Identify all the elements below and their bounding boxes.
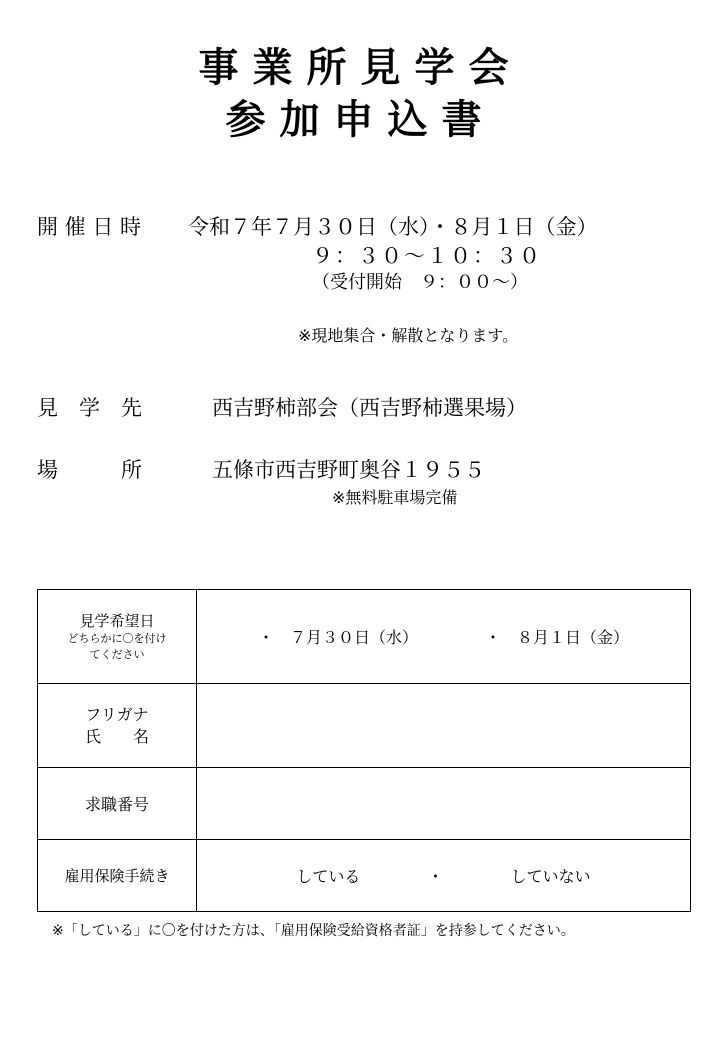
page-title: 事業所見学会 <box>198 45 523 91</box>
meeting-note: ※現地集合・解散となります。 <box>298 326 519 345</box>
visit-date-option-aug1[interactable]: ・ ８月１日（金） <box>485 628 630 647</box>
application-form <box>37 589 691 912</box>
reception-time: （受付開始 ９：００～） <box>312 272 528 293</box>
furigana-label: フリガナ <box>85 704 149 724</box>
parking-note: ※無料駐車場完備 <box>332 488 458 507</box>
destination-value: 西吉野柿部会（西吉野柿選果場） <box>212 396 527 420</box>
visit-date-instruction-2: てください <box>89 647 145 661</box>
name-label-cell <box>38 684 197 768</box>
insurance-label: 雇用保険手続き <box>38 840 197 912</box>
visit-date-label-cell <box>38 590 197 684</box>
form-row-job-number <box>38 768 691 840</box>
form-row-visit-date <box>38 590 691 684</box>
page-subtitle: 参加申込書 <box>225 97 496 143</box>
footer-note: ※「している」に〇を付けた方は、「雇用保険受給資格者証」を持参してください。 <box>52 923 575 939</box>
insurance-option-no[interactable]: していない <box>510 867 591 886</box>
job-number-label: 求職番号 <box>38 768 197 840</box>
form-row-insurance <box>38 840 691 912</box>
destination-label: 見 学 先 <box>37 396 142 420</box>
date-label: 開 催 日 時 <box>37 215 142 239</box>
time-value: ９：３０～１０：３０ <box>312 244 542 268</box>
insurance-option-yes[interactable]: している <box>296 867 361 886</box>
visit-date-options-cell <box>197 590 691 684</box>
visit-date-label: 見学希望日 <box>79 611 155 630</box>
form-row-name <box>38 684 691 768</box>
visit-date-option-july30[interactable]: ・ ７月３０日（水） <box>257 628 418 647</box>
name-label: 氏 名 <box>84 726 149 746</box>
date-value: 令和７年７月３０日（水）・８月１日（金） <box>188 215 598 239</box>
place-label: 場 所 <box>37 458 142 482</box>
insurance-separator: ・ <box>427 867 444 886</box>
name-field[interactable] <box>197 684 691 768</box>
visit-date-instruction-1: どちらかに〇を付け <box>67 631 167 645</box>
place-value: 五條市西吉野町奥谷１９５５ <box>212 458 485 482</box>
job-number-field[interactable] <box>197 768 691 840</box>
insurance-options-cell <box>197 840 691 912</box>
